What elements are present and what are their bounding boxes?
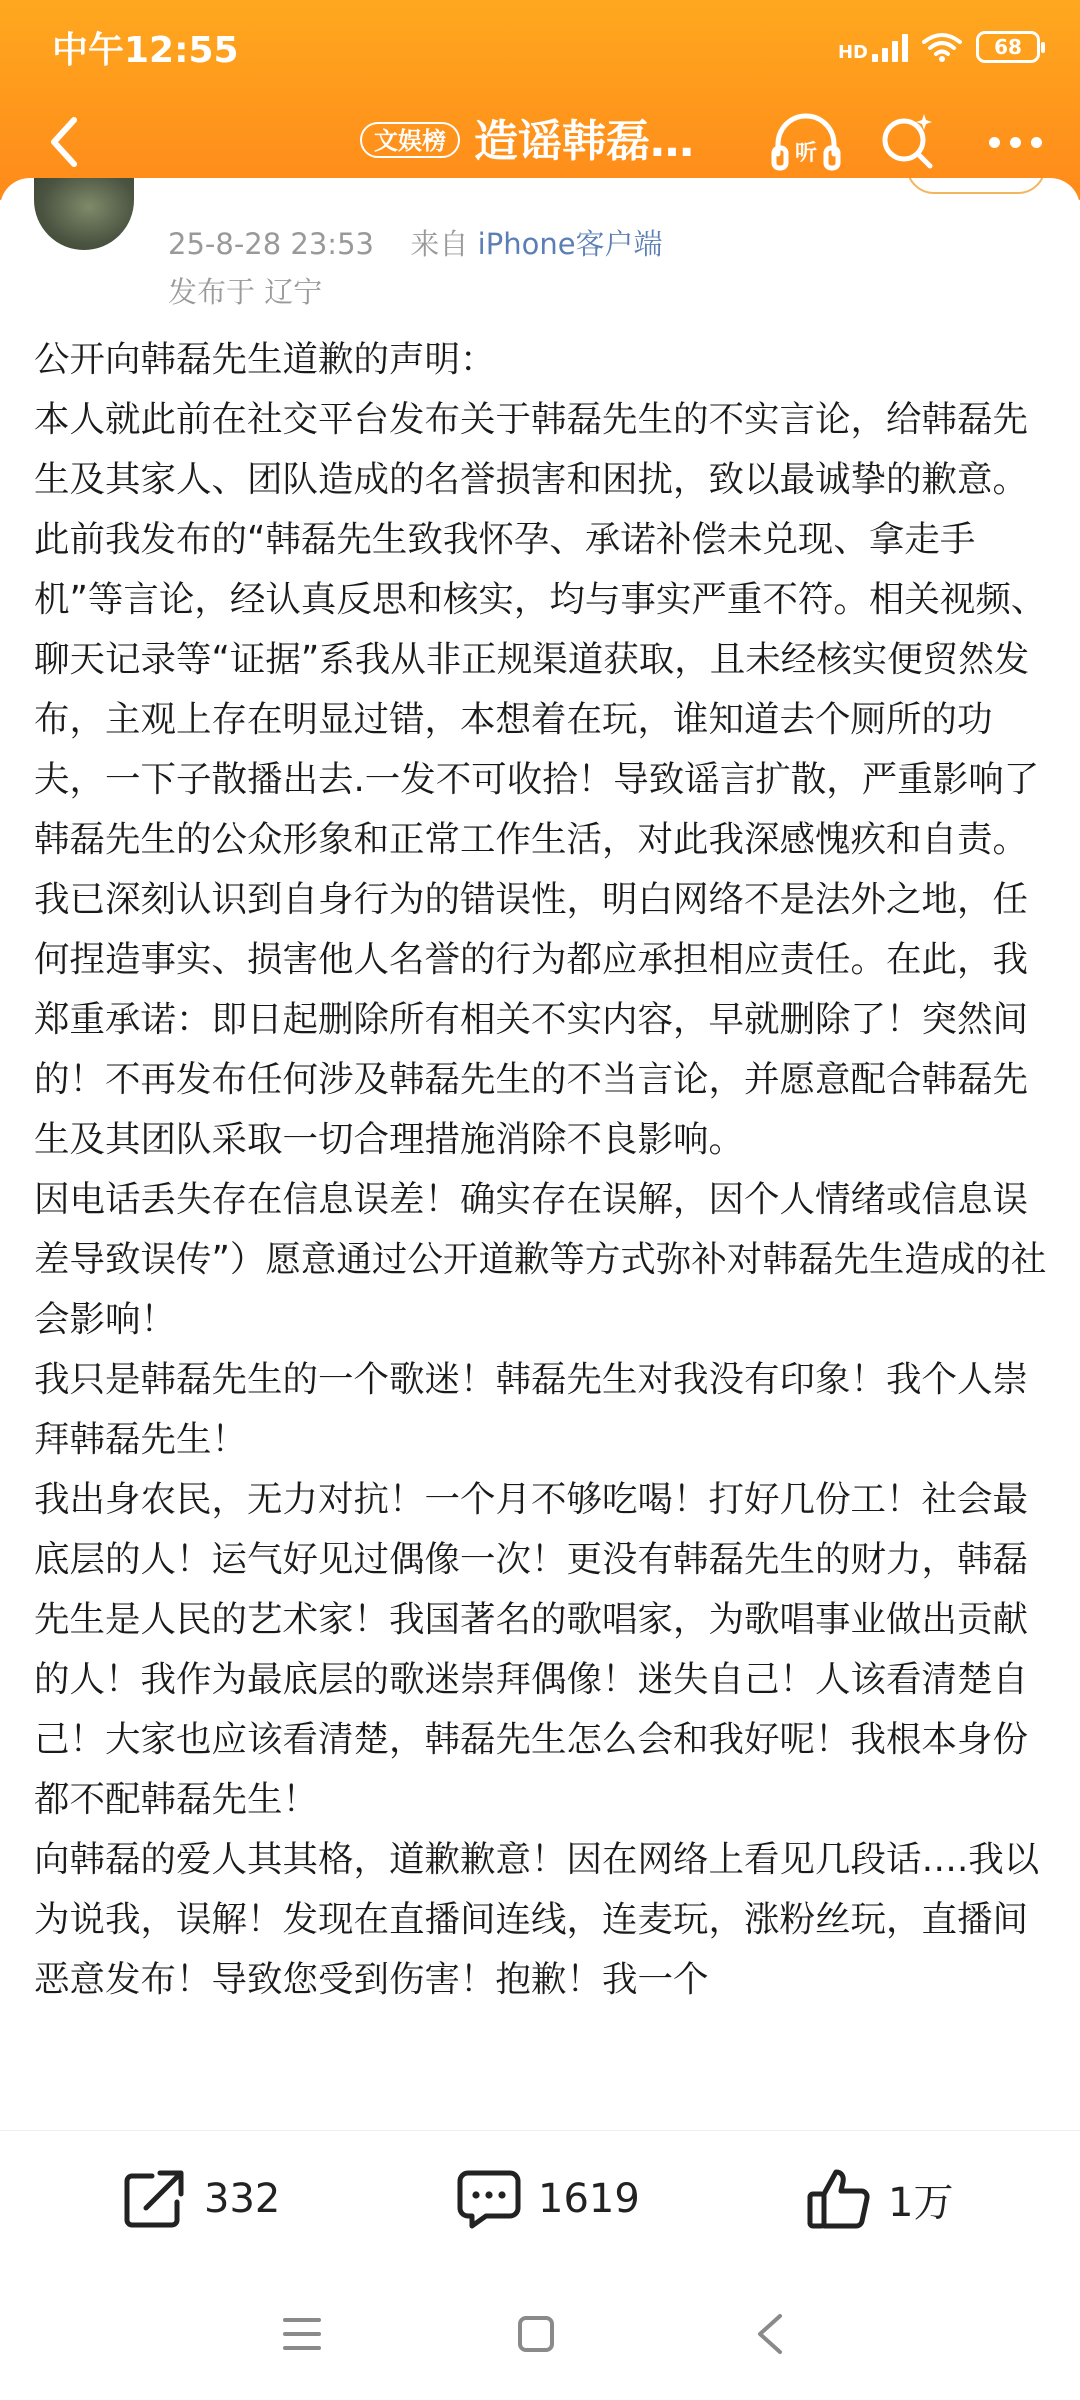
post-paragraph: 本人就此前在社交平台发布关于韩磊先生的不实言论，给韩磊先生及其家人、团队造成的名誉损害和困扰，致以最诚挚的歉意。 — [34, 399, 1029, 500]
share-icon — [122, 2168, 188, 2230]
status-time: 中午12:55 — [52, 30, 239, 71]
battery-level: 68 — [994, 35, 1022, 59]
post-paragraph: 我已深刻认识到自身行为的错误性，明白网络不是法外之地，任何捏造事实、损害他人名誉的行为都应承担相应责任。在此，我郑重承诺：即日起删除所有相关不实内容，早就删除了！突然间的！不再发布任何涉及韩磊先生的不当言论，并愿意配合韩磊先生及其团队采取一切合理措施消除不良影响。 — [34, 879, 1029, 1160]
action-bar — [0, 2130, 1080, 2269]
comment-icon — [456, 2168, 522, 2230]
status-bar — [0, 0, 1080, 92]
post-paragraph: 我只是韩磊先生的一个歌迷！韩磊先生对我没有印象！我个人崇拜韩磊先生！ — [34, 1359, 1029, 1460]
battery-icon — [976, 31, 1040, 63]
post-body — [34, 330, 1050, 2010]
like-button[interactable] — [806, 2161, 953, 2237]
page-title: 造谣韩磊… — [474, 116, 694, 167]
post-source[interactable]: iPhone客户端 — [477, 227, 663, 261]
source-prefix: 来自 — [410, 227, 469, 261]
more-dot — [989, 137, 1000, 148]
more-dot — [1031, 137, 1042, 148]
search-button[interactable] — [876, 110, 940, 174]
post-paragraph: 我出身农民，无力对抗！一个月不够吃喝！打好几份工！社会最底层的人！运气好见过偶像一次！更没有韩磊先生的财力，韩磊先生是人民的艺术家！我国著名的歌唱家，为歌唱事业做出贡献的人！我作为最底层的歌迷崇拜偶像！迷失自己！人该看清楚自己！大家也应该看清楚，韩磊先生怎么会和我好呢！我根本身份都不配韩磊先生！ — [34, 1479, 1029, 1820]
post-paragraph: 此前我发布的“韩磊先生致我怀孕、承诺补偿未兑现、拿走手机”等言论，经认真反思和核实，均与事实严重不符。相关视频、聊天记录等“证据”系我从非正规渠道获取，且未经核实便贸然发布，主观上存在明显过错，本想着在玩，谁知道去个厕所的功夫，一下子散播出去.一发不可收拾！导致谣言扩散，严重影响了韩磊先生的公众形象和正常工作生活，对此我深感愧疚和自责。 — [34, 519, 1047, 860]
share-button[interactable] — [122, 2161, 280, 2237]
post-paragraph: 向韩磊的爱人其其格，道歉歉意！因在网络上看见几段话….我以为说我，误解！发现在直播间连线，连麦玩，涨粉丝玩，直播间恶意发布！导致您受到伤害！抱歉！我一个 — [34, 1839, 1040, 2000]
author-avatar[interactable] — [34, 178, 134, 250]
top-header — [0, 0, 1080, 200]
status-icons — [838, 24, 1040, 70]
headphones-icon — [770, 110, 842, 174]
post-datetime: 25-8-28 23:53 — [168, 227, 374, 261]
more-dot — [1010, 137, 1021, 148]
back-button[interactable] — [24, 104, 104, 180]
share-count: 332 — [204, 2176, 281, 2222]
system-nav-bar — [0, 2268, 1080, 2400]
menu-icon[interactable] — [282, 2316, 322, 2352]
chevron-left-icon — [44, 114, 84, 170]
wifi-icon — [922, 32, 962, 62]
comment-button[interactable] — [456, 2161, 640, 2237]
post-location: 发布于 辽宁 — [168, 275, 323, 309]
network-type-label: HD — [837, 42, 868, 63]
thumbs-up-icon — [806, 2167, 872, 2231]
like-count: 1万 — [888, 2179, 954, 2226]
listen-button[interactable] — [770, 110, 842, 174]
hot-list-tag[interactable]: 文娱榜 — [360, 122, 460, 158]
more-options-button[interactable] — [975, 114, 1055, 170]
cellular-signal-icon — [838, 32, 908, 62]
home-icon[interactable] — [516, 2314, 556, 2354]
search-icon — [876, 110, 940, 174]
back-nav-icon[interactable] — [754, 2312, 786, 2356]
svg-text:听: 听 — [794, 141, 818, 166]
post-meta — [168, 222, 663, 263]
comment-count: 1619 — [538, 2176, 640, 2222]
nav-bar — [0, 92, 1080, 192]
post-card — [0, 178, 1080, 2130]
post-paragraph: 因电话丢失存在信息误差！确实存在误解，因个人情绪或信息误差导致误传”）愿意通过公开道歉等方式弥补对韩磊先生造成的社会影响！ — [34, 1179, 1047, 1340]
post-paragraph: 公开向韩磊先生道歉的声明： — [34, 339, 496, 380]
follow-button[interactable] — [906, 178, 1046, 194]
